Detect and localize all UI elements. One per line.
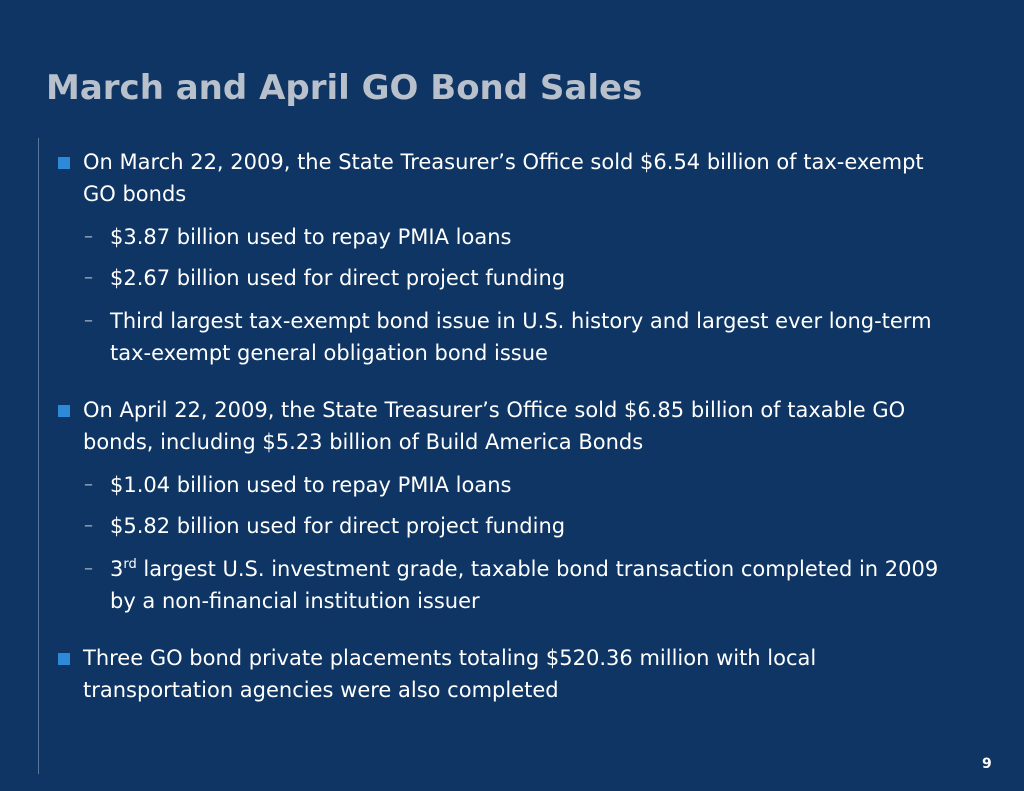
sub-bullet-text: $2.67 billion used for direct project funding: [110, 266, 566, 290]
dash-icon: –: [84, 515, 93, 536]
square-bullet-icon: [58, 653, 70, 665]
sub-bullet-item-1-2: [84, 262, 944, 294]
sub-bullet-text: $3.87 billion used to repay PMIA loans: [110, 225, 512, 249]
bullet-item-2: [58, 394, 938, 458]
sub-bullet-rest-text: largest U.S. investment grade, taxable bond transaction completed in 2009 by a non-financial institution issuer: [110, 557, 939, 613]
dash-icon: –: [84, 474, 93, 495]
bullet-text: On April 22, 2009, the State Treasurer’s Office sold $6.85 billion of taxable GO bonds, including $5.23 billion of Build America Bonds: [83, 398, 906, 454]
bullet-item-3: [58, 642, 938, 706]
ordinal-number: 3: [110, 557, 124, 581]
dash-icon: –: [84, 310, 93, 331]
dash-icon: –: [84, 267, 93, 288]
bullet-text: On March 22, 2009, the State Treasurer’s Office sold $6.54 billion of tax-exempt GO bonds: [83, 150, 924, 206]
sub-bullet-item-2-3: [84, 553, 944, 617]
sub-bullet-item-1-3: [84, 305, 944, 369]
square-bullet-icon: [58, 157, 70, 169]
square-bullet-icon: [58, 405, 70, 417]
sub-bullet-item-2-2: [84, 510, 944, 542]
sub-bullet-text: [110, 553, 944, 617]
sub-bullet-item-1-1: [84, 221, 944, 253]
sub-bullet-text: Third largest tax-exempt bond issue in U.S. history and largest ever long-term tax-exempt general obligation bond issue: [110, 309, 932, 365]
page-number: 9: [982, 756, 992, 772]
sub-bullet-text: $1.04 billion used to repay PMIA loans: [110, 473, 512, 497]
sub-bullet-item-2-1: [84, 469, 944, 501]
slide-title: March and April GO Bond Sales: [46, 68, 643, 108]
bullet-item-1: [58, 146, 938, 210]
bullet-text: Three GO bond private placements totaling $520.36 million with local transportation agencies were also completed: [83, 646, 817, 702]
ordinal-superscript: rd: [123, 557, 137, 572]
dash-icon: –: [84, 226, 93, 247]
dash-icon: –: [84, 558, 93, 579]
sub-bullet-text: $5.82 billion used for direct project funding: [110, 514, 566, 538]
